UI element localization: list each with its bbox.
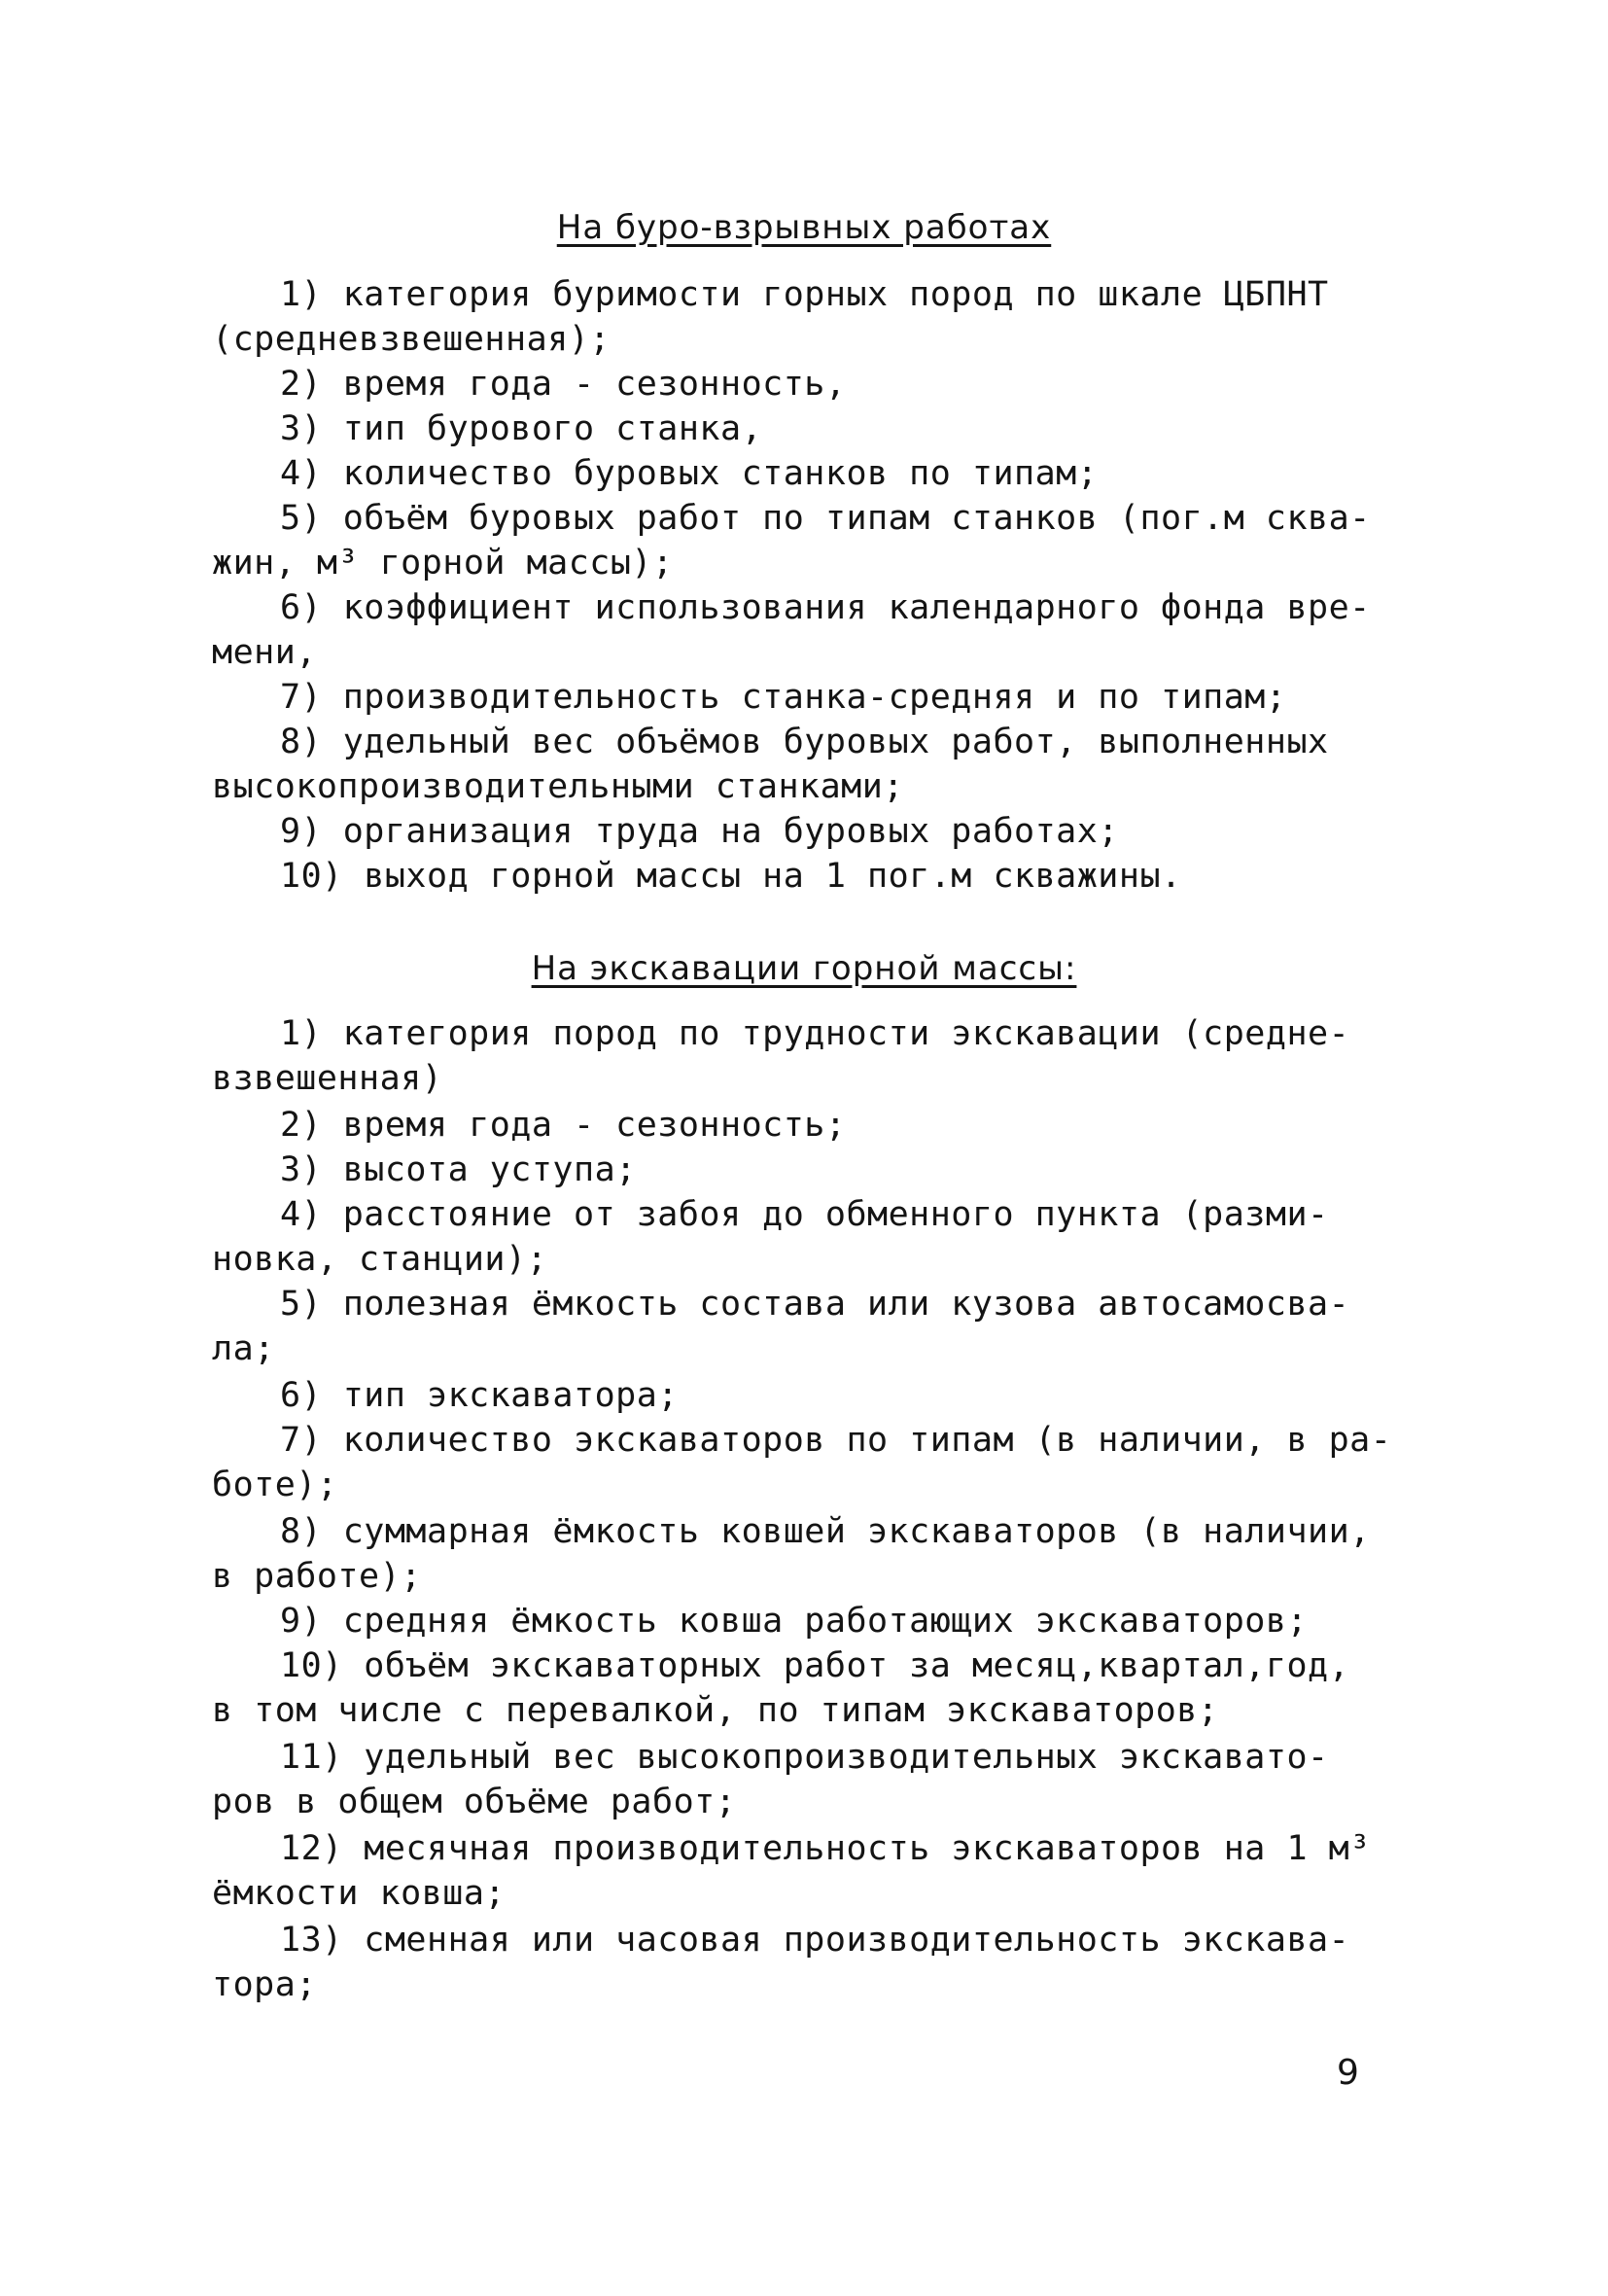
list-item: 9) организация труда на буровых работах; [280, 812, 1119, 851]
list-item: 6) коэффициент использования календарного фонда вре- мени, [212, 588, 1371, 672]
list-item: 5) полезная ёмкость состава или кузова автосамосва- ла; [212, 1285, 1350, 1368]
list-item: 6) тип экскаватора; [280, 1376, 679, 1415]
list-item: 8) удельный вес объёмов буровых работ, выполненных высокопроизводительными станками; [212, 723, 1329, 806]
list-item: 10) выход горной массы на 1 пог.м скважины. [280, 857, 1182, 896]
list-item: 3) высота уступа; [280, 1150, 637, 1189]
list-item: 7) количество экскаваторов по типам (в наличии, в ра- боте); [212, 1421, 1392, 1504]
list-item: 13) сменная или часовая производительность экскава- тора; [212, 1921, 1350, 2004]
section-heading-excavation: На экскавации горной массы: [531, 949, 1077, 988]
list-item: 9) средняя ёмкость ковша работающих экскаваторов; [280, 1602, 1309, 1641]
list-item: 8) суммарная ёмкость ковшей экскаваторов (в наличии, в работе); [212, 1512, 1371, 1596]
list-item: 3) тип бурового станка, [280, 409, 763, 448]
list-item: 4) количество буровых станков по типам; [280, 454, 1099, 493]
list-item: 1) категория пород по трудности экскавации (средне- взвешенная) [212, 1014, 1350, 1098]
page-number: 9 [1337, 2053, 1359, 2093]
list-item: 5) объём буровых работ по типам станков (пог.м сква- жин, м³ горной массы); [212, 499, 1371, 583]
list-item: 4) расстояние от забоя до обменного пункта (разми- новка, станции); [212, 1195, 1329, 1279]
list-item: 2) время года - сезонность; [280, 1106, 847, 1145]
list-item: 1) категория буримости горных пород по шкале ЦБПНТ (средневзвешенная); [212, 275, 1329, 359]
section-heading-drilling-blasting: На буро-взрывных работах [556, 208, 1052, 247]
list-item: 7) производительность станка-средняя и по типам; [280, 678, 1287, 717]
list-item: 12) месячная производительность экскаваторов на 1 м³ ёмкости ковша; [212, 1829, 1371, 1913]
list-item: 10) объём экскаваторных работ за месяц,квартал,год, в том числе с перевалкой, по типам экскаваторов; [212, 1646, 1350, 1730]
list-item: 2) время года - сезонность, [280, 365, 847, 404]
list-item: 11) удельный вес высокопроизводительных экскавато- ров в общем объёме работ; [212, 1738, 1329, 1821]
